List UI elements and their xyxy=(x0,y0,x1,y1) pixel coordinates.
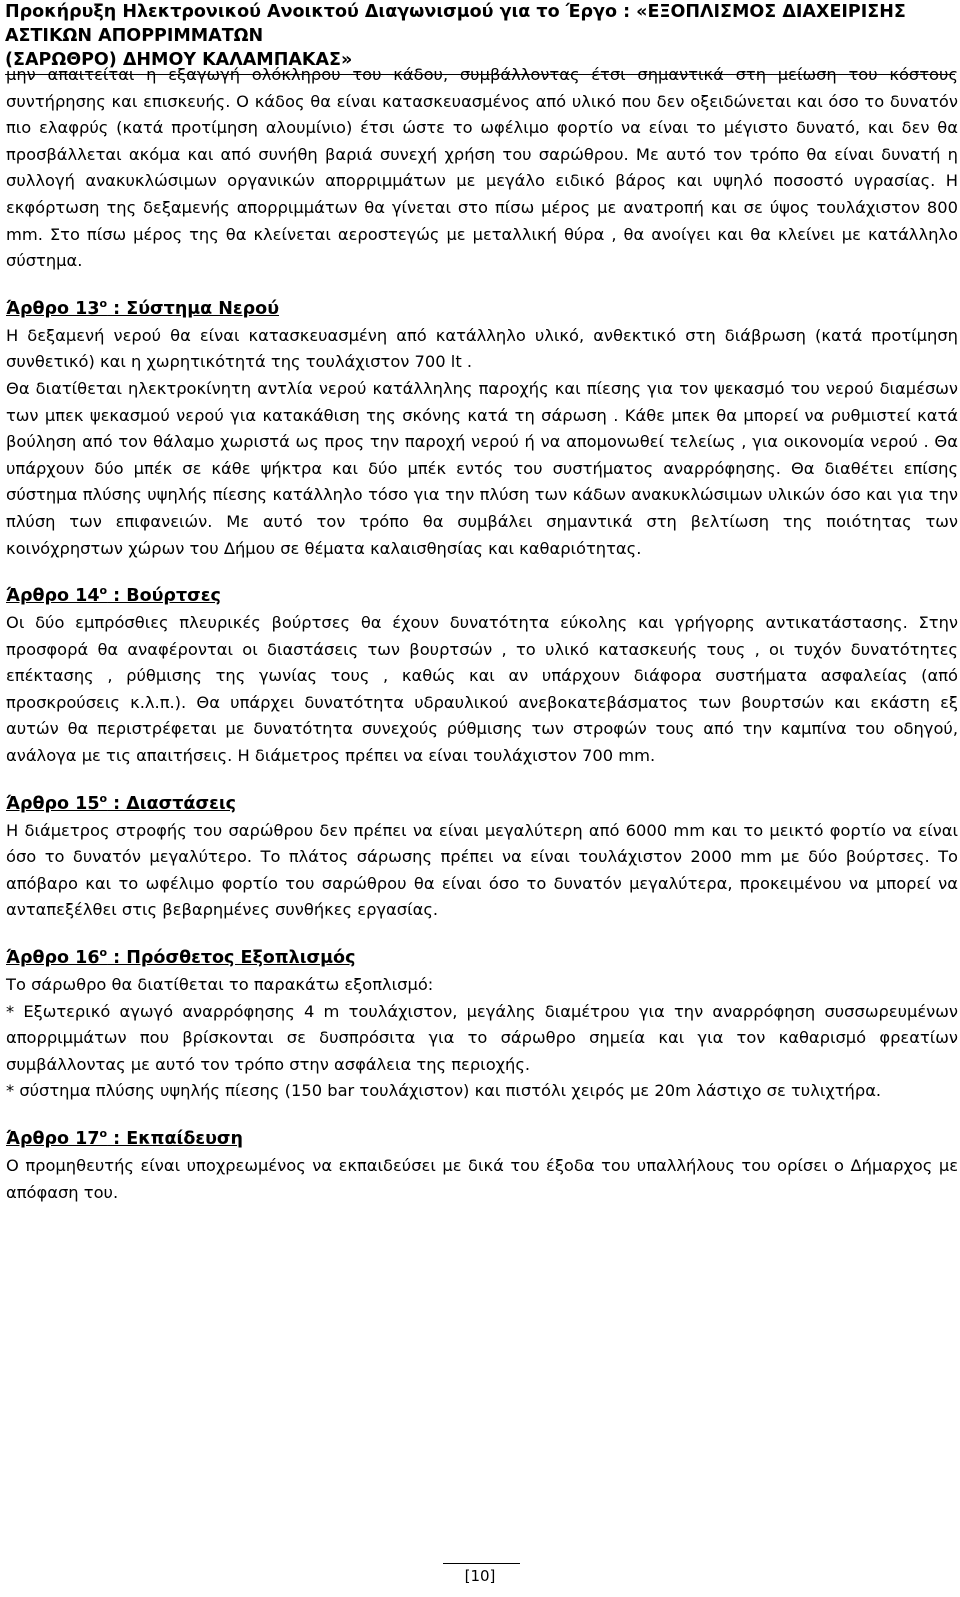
article-heading: Άρθρο $15^o$ : Διαστάσεις xyxy=(6,791,237,814)
footer-rule xyxy=(443,1563,520,1564)
article-14 xyxy=(6,582,958,770)
document-body xyxy=(6,62,958,1206)
article-paragraph: * σύστημα πλύσης υψηλής πίεσης (150 bar τουλάχιστον) και πιστόλι χειρός με 20m λάστιχο σε τυλιχτήρα. xyxy=(6,1081,882,1101)
article-paragraph: Το σάρωθρο θα διατίθεται το παρακάτω εξοπλισμό: xyxy=(6,975,434,995)
article-13 xyxy=(6,295,958,562)
article-paragraph: Οι δύο εμπρόσθιες πλευρικές βούρτσες θα έχουν δυνατότητα εύκολης και γρήγορης αντικατάστασης. Στην προσφορά θα αναφέρονται οι διαστάσεις των βουρτσών , το υλικό κατασκευής τους , οι τυχόν δυνατότητες επέκτασης , ρύθμισης της γωνίας τους , καθώς και αν υπάρχουν διάφορα συστήματα ασφαλείας (από προσκρούσεις κ.λ.π.). Θα υπάρχει δυνατότητα υδραυλικού ανεβοκατεβάσματος των βουρτσών και εκάστη εξ αυτών θα περιστρέφεται με δυνατότητα συνεχούς ρύθμισης των στροφών τους από την καμπίνα του οδηγού, ανάλογα με τις απαιτήσεις. Η διάμετρος πρέπει να είναι τουλάχιστον 700 mm. xyxy=(6,613,958,766)
article-heading: Άρθρο $14^o$ : Βούρτσες xyxy=(6,584,221,607)
article-heading: Άρθρο $13^o$ : Σύστημα Νερού xyxy=(6,296,280,319)
intro-paragraph: μην απαιτείται η εξαγωγή ολόκληρου του κάδου, συμβάλλοντας έτσι σημαντικά στη μείωση του κόστους συντήρησης και επισκευής. Ο κάδος θα είναι κατασκευασμένος από υλικό που δεν οξειδώνεται και όσο το δυνατόν πιο ελαφρύς (κατά προτίμηση αλουμίνιο) έτσι ώστε το ωφέλιμο φορτίο να είναι το μέγιστο δυνατό, και δεν θα προσβάλλεται ακόμα και από συνήθη βαριά συνεχή χρήση του σαρώθρου. Με αυτό τον τρόπο θα είναι δυνατή η συλλογή ανακυκλώσιμων οργανικών απορριμμάτων με μεγάλο ειδικό βάρος και υψηλό ποσοστό υγρασίας. Η εκφόρτωση της δεξαμενής απορριμμάτων θα γίνεται στο πίσω μέρος με ανατροπή και σε ύψος τουλάχιστον 800 mm. Στο πίσω μέρος της θα κλείνεται αεροστεγώς με μεταλλική θύρα , θα ανοίγει και θα κλείνει με κατάλληλο σύστημα. xyxy=(6,65,958,271)
article-paragraph: Θα διατίθεται ηλεκτροκίνητη αντλία νερού κατάλληλης παροχής και πίεσης για τον ψεκασμό του νερού διαμέσων των μπεκ ψεκασμού νερού για κατακάθιση της σκόνης κατά τη σάρωση . Κάθε μπεκ θα μπορεί να ρυθμιστεί κατά βούληση από τον θάλαμο χωριστά ως προς την παροχή νερού ή να απομονωθεί τελείως , για οικονομία νερού . Θα υπάρχουν δύο μπέκ σε κάθε ψήκτρα και δύο μπέκ εντός του συστήματος αναρρόφησης. Θα διαθέτει επίσης σύστημα πλύσης υψηλής πίεσης κατάλληλο τόσο για την πλύση των κάδων ανακυκλώσιμων υλικών όσο και για την πλύση των επιφανειών. Με αυτό τον τρόπο θα συμβάλει σημαντικά στη βελτίωση της ποιότητας των κοινόχρηστων χώρων του Δήμου σε θέματα καλαισθησίας και καθαριότητας. xyxy=(6,378,958,558)
article-paragraph: Η διάμετρος στροφής του σαρώθρου δεν πρέπει να είναι μεγαλύτερη από 6000 mm και το μεικτό φορτίο να είναι όσο το δυνατόν μεγαλύτερο. Το πλάτος σάρωσης πρέπει να είναι τουλάχιστον 2000 mm με δύο βούρτσες. Το απόβαρο και το ωφέλιμο φορτίο του σαρώθρου θα είναι όσο το δυνατόν μεγαλύτερα, προκειμένου να μπορεί να ανταπεξέλθει στις βεβαρημένες συνθήκες εργασίας. xyxy=(6,820,958,920)
article-heading: Άρθρο $17^o$ : Εκπαίδευση xyxy=(6,1127,243,1149)
article-heading: Άρθρο $16^o$ : Πρόσθετος Εξοπλισμός xyxy=(6,946,356,969)
page-number: [10] xyxy=(464,1567,496,1585)
article-paragraph: * Εξωτερικό αγωγό αναρρόφησης 4 m τουλάχιστον, μεγάλης διαμέτρου για την αναρρόφηση συσσωρευμένων απορριμμάτων που βρίσκονται σε δυσπρόσιτα για το σάρωθρο σημεία και για τον καθαρισμό φρεατίων συμβάλλοντας με αυτό τον τρόπο στην ασφάλεια της περιοχής. xyxy=(6,1001,958,1074)
article-17 xyxy=(6,1125,958,1206)
header-line-1: Προκήρυξη Ηλεκτρονικού Ανοικτού Διαγωνισμού για το Έργο : «ΕΞΟΠΛΙΣΜΟΣ ΔΙΑΧΕΙΡΙΣΗΣ ΑΣΤΙΚΩΝ ΑΠΟΡΡΙΜΜΑΤΩΝ xyxy=(5,2,906,46)
article-15 xyxy=(6,790,958,924)
article-16 xyxy=(6,944,958,1105)
article-paragraph: Η δεξαμενή νερού θα είναι κατασκευασμένη από κατάλληλο υλικό, ανθεκτικό στη διάβρωση (κατά προτίμηση συνθετικό) και η χωρητικότητά της τουλάχιστον 700 lt . xyxy=(6,325,958,372)
header-line-2: (ΣΑΡΩΘΡΟ) ΔΗΜΟΥ ΚΑΛΑΜΠΑΚΑΣ» xyxy=(5,50,353,70)
article-paragraph: Ο προμηθευτής είναι υποχρεωμένος να εκπαιδεύσει με δικά του έξοδα του υπαλλήλους του ορίσει ο Δήμαρχος με απόφαση του. xyxy=(6,1156,958,1202)
